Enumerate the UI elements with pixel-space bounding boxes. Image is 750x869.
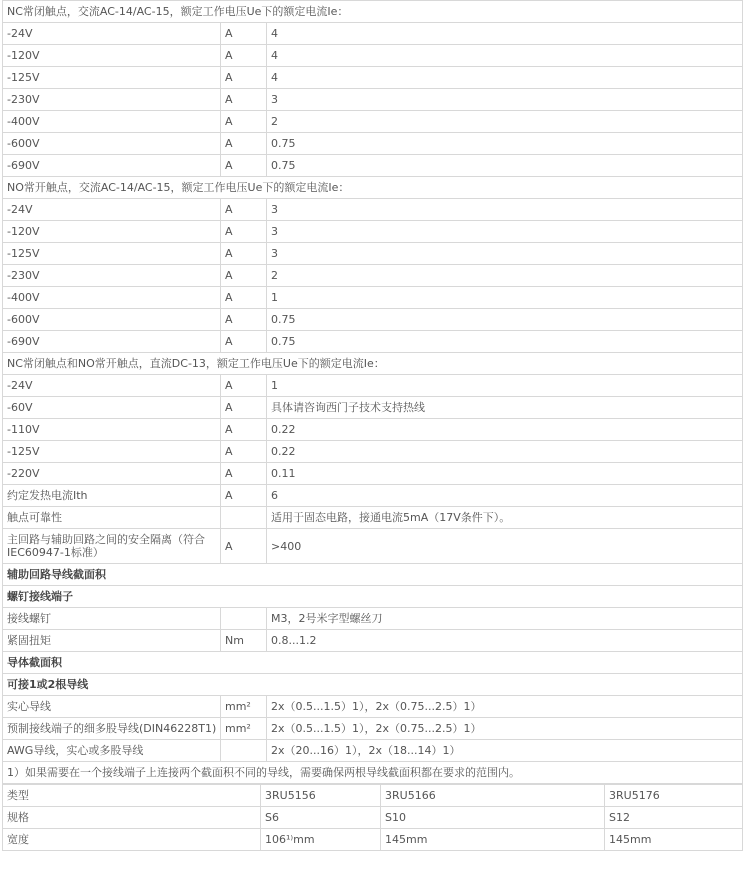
model-cell: S10 [381,807,605,829]
table-row [3,674,743,696]
row-value: 0.11 [267,463,743,485]
row-unit: A [221,265,267,287]
row-label: 实心导线 [3,696,221,718]
table-row [3,89,743,111]
row-label: 约定发热电流Ith [3,485,221,507]
row-label: -400V [3,287,221,309]
table-row [3,829,743,851]
row-value: >400 [267,529,743,564]
table-row [3,608,743,630]
table-row [3,740,743,762]
table-row [3,23,743,45]
row-value: M3，2号米字型螺丝刀 [267,608,743,630]
row-label: AWG导线，实心或多股导线 [3,740,221,762]
table-row [3,564,743,586]
row-label: -24V [3,23,221,45]
row-label: -120V [3,45,221,67]
table-row [3,45,743,67]
row-label: -120V [3,221,221,243]
row-label: 接线螺钉 [3,608,221,630]
row-unit: A [221,309,267,331]
table-row [3,111,743,133]
table-row [3,463,743,485]
row-label: 宽度 [3,829,261,851]
model-cell: 3RU5176 [605,785,743,807]
row-value: 0.22 [267,441,743,463]
group-header: NC常闭触点，交流AC-14/AC-15，额定工作电压Ue下的额定电流Ie： [3,1,743,23]
row-unit [221,740,267,762]
row-unit: A [221,287,267,309]
spec-table [2,0,743,784]
row-unit: A [221,375,267,397]
row-label: -220V [3,463,221,485]
row-value: 3 [267,221,743,243]
row-unit: A [221,111,267,133]
model-cell: 106¹⁾mm [261,829,381,851]
table-row [3,718,743,740]
model-cell: S6 [261,807,381,829]
model-cell: S12 [605,807,743,829]
row-label: 触点可靠性 [3,507,221,529]
table-row [3,287,743,309]
row-label: -110V [3,419,221,441]
row-value: 3 [267,199,743,221]
table-row [3,375,743,397]
row-unit: A [221,529,267,564]
row-unit [221,608,267,630]
section-header: 1）如果需要在一个接线端子上连接两个截面积不同的导线，需要确保两根导线截面积都在要求的范围内。 [3,762,743,784]
table-row [3,785,743,807]
table-row [3,529,743,564]
table-row [3,807,743,829]
table-row [3,507,743,529]
row-unit: A [221,485,267,507]
row-label: 紧固扭矩 [3,630,221,652]
table-row [3,652,743,674]
row-label: 预制接线端子的细多股导线(DIN46228T1) [3,718,221,740]
row-label: -600V [3,309,221,331]
row-value: 0.75 [267,133,743,155]
row-unit: A [221,23,267,45]
table-row [3,309,743,331]
table-row [3,331,743,353]
table-row [3,265,743,287]
row-value: 2x（0.5...1.5）1），2x（0.75...2.5）1） [267,718,743,740]
row-value: 1 [267,287,743,309]
table-row [3,177,743,199]
table-row [3,133,743,155]
table-row [3,441,743,463]
table-row [3,696,743,718]
row-label: -24V [3,375,221,397]
row-label: -125V [3,67,221,89]
row-value: 具体请咨询西门子技术支持热线 [267,397,743,419]
row-value: 0.22 [267,419,743,441]
model-cell: 3RU5156 [261,785,381,807]
row-label: -230V [3,265,221,287]
row-unit: A [221,155,267,177]
row-unit: A [221,243,267,265]
group-header: NO常开触点，交流AC-14/AC-15，额定工作电压Ue下的额定电流Ie： [3,177,743,199]
row-unit: A [221,463,267,485]
row-label: -690V [3,331,221,353]
section-header: 螺钉接线端子 [3,586,743,608]
row-label: 类型 [3,785,261,807]
table-row [3,155,743,177]
model-cell: 145mm [605,829,743,851]
row-value: 6 [267,485,743,507]
row-unit: A [221,397,267,419]
table-row [3,485,743,507]
model-cell: 145mm [381,829,605,851]
row-label: 主回路与辅助回路之间的安全隔离（符合IEC60947-1标准） [3,529,221,564]
row-label: 规格 [3,807,261,829]
row-unit: mm² [221,696,267,718]
row-label: -60V [3,397,221,419]
model-cell: 3RU5166 [381,785,605,807]
section-header: 辅助回路导线截面积 [3,564,743,586]
row-unit: Nm [221,630,267,652]
row-label: -690V [3,155,221,177]
row-value: 2x（20...16）1），2x（18...14）1） [267,740,743,762]
row-value: 3 [267,89,743,111]
table-row [3,397,743,419]
row-value: 适用于固态电路，接通电流5mA（17V条件下）。 [267,507,743,529]
row-unit: A [221,419,267,441]
row-value: 1 [267,375,743,397]
row-value: 0.8...1.2 [267,630,743,652]
row-label: -230V [3,89,221,111]
row-unit: A [221,133,267,155]
row-value: 0.75 [267,155,743,177]
row-unit [221,507,267,529]
row-label: -125V [3,441,221,463]
row-unit: A [221,199,267,221]
row-value: 3 [267,243,743,265]
section-header: 导体截面积 [3,652,743,674]
row-value: 2 [267,265,743,287]
table-row [3,199,743,221]
row-value: 4 [267,23,743,45]
row-value: 4 [267,67,743,89]
group-header: NC常闭触点和NO常开触点，直流DC-13，额定工作电压Ue下的额定电流Ie： [3,353,743,375]
table-row [3,243,743,265]
table-row [3,1,743,23]
row-value: 4 [267,45,743,67]
row-label: -125V [3,243,221,265]
row-unit: A [221,221,267,243]
row-value: 2 [267,111,743,133]
table-row [3,630,743,652]
table-row [3,586,743,608]
section-header: 可接1或2根导线 [3,674,743,696]
table-row [3,353,743,375]
row-label: -400V [3,111,221,133]
row-unit: A [221,45,267,67]
row-unit: A [221,89,267,111]
row-value: 0.75 [267,309,743,331]
table-row [3,419,743,441]
row-unit: A [221,331,267,353]
row-value: 0.75 [267,331,743,353]
model-table [2,784,743,851]
table-row [3,67,743,89]
row-value: 2x（0.5...1.5）1），2x（0.75...2.5）1） [267,696,743,718]
row-unit: A [221,67,267,89]
table-row [3,221,743,243]
table-row [3,762,743,784]
row-unit: A [221,441,267,463]
row-unit: mm² [221,718,267,740]
row-label: -600V [3,133,221,155]
row-label: -24V [3,199,221,221]
